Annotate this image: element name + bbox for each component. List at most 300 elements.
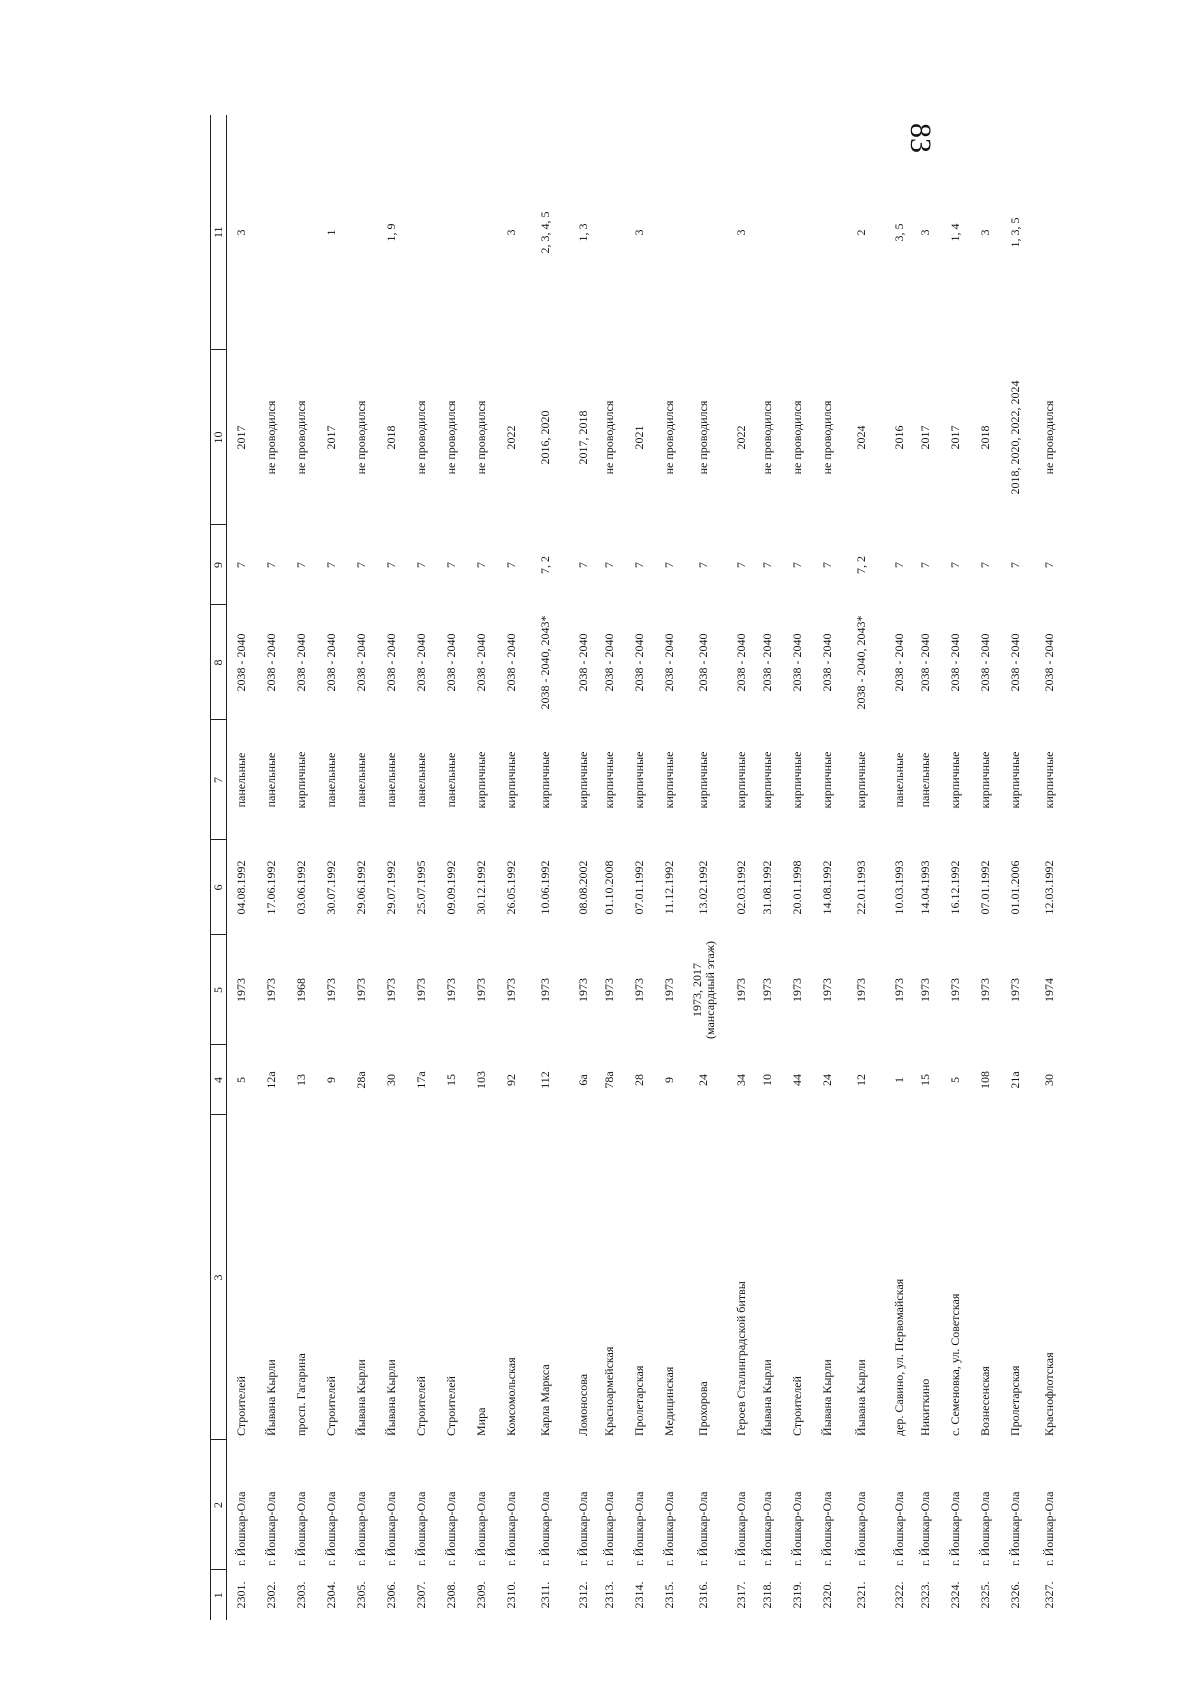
cell-col-3: Йывана Кырли — [264, 1359, 278, 1436]
cell-col-7: панельные — [891, 752, 906, 808]
cell-col-10: не проводился — [264, 400, 278, 475]
table-row — [685, 115, 723, 1620]
cell-col-2: г. Йошкар-Ола — [294, 1491, 308, 1566]
cell-col-7: кирпичные — [575, 751, 590, 809]
cell-col-6: 03.06.1992 — [294, 860, 308, 915]
cell-col-6: 14.04.1993 — [918, 860, 932, 915]
cell-col-3: Пролетарская — [1008, 1365, 1022, 1436]
cell-col-3: Строителей — [414, 1376, 428, 1436]
cell-col-1: 2323. — [918, 1581, 932, 1609]
cell-col-9: 7, 2 — [538, 556, 552, 574]
table-row — [317, 115, 347, 1620]
column-header-11: 11 — [211, 115, 227, 350]
table-row — [227, 115, 257, 1620]
cell-col-11: 3 — [504, 229, 518, 236]
table-row — [595, 115, 625, 1620]
cell-col-11: 3 — [918, 229, 932, 236]
cell-col-11 — [467, 115, 497, 350]
cell-col-11 — [287, 115, 317, 350]
cell-col-9: 7 — [978, 562, 992, 568]
cell-col-1: 2325. — [978, 1581, 992, 1609]
cell-col-10: 2017 — [324, 425, 338, 450]
cell-col-8: 2038 - 2040 — [444, 633, 458, 692]
table-row — [287, 115, 317, 1620]
table-row — [655, 115, 685, 1620]
cell-col-5: 1973 — [854, 978, 868, 1002]
cell-col-2: г. Йошкар-Ола — [1008, 1491, 1022, 1566]
cell-col-5: 1973 — [575, 978, 590, 1002]
cell-col-2: г. Йошкар-Ола — [504, 1491, 518, 1566]
cell-col-10: 2017 — [234, 425, 249, 450]
cell-col-3: Мира — [474, 1407, 488, 1436]
cell-col-9: 7 — [918, 562, 932, 568]
cell-col-9: 7 — [696, 562, 710, 568]
cell-col-4: 28 — [632, 1074, 646, 1086]
cell-col-2: г. Йошкар-Ола — [324, 1491, 338, 1566]
cell-col-5: 1973 — [538, 978, 552, 1002]
cell-col-6: 22.01.1993 — [854, 860, 868, 915]
cell-col-6: 20.01.1998 — [790, 860, 804, 915]
cell-col-4: 30 — [1041, 1074, 1056, 1086]
cell-col-10: 2021 — [632, 425, 646, 450]
cell-col-5: 1974 — [1041, 978, 1056, 1002]
cell-col-3: Медицинская — [662, 1366, 676, 1436]
cell-col-9: 7 — [354, 562, 368, 568]
cell-col-3: Никиткино — [918, 1378, 932, 1436]
cell-col-7: панельные — [384, 752, 398, 808]
cell-col-8: 2038 - 2040 — [414, 633, 428, 692]
cell-col-5: 1973 — [733, 978, 748, 1002]
cell-col-8: 2038 - 2040 — [264, 633, 278, 692]
cell-col-11 — [753, 115, 783, 350]
cell-col-9: 7 — [948, 562, 962, 568]
cell-col-2: г. Йошкар-Ола — [978, 1491, 992, 1566]
cell-col-4: 92 — [504, 1074, 518, 1086]
cell-col-10: не проводился — [414, 400, 428, 475]
cell-col-11: 1, 4 — [948, 223, 962, 242]
cell-col-1: 2317. — [733, 1581, 748, 1609]
cell-col-10: 2016 — [891, 425, 906, 450]
cell-col-10: не проводился — [354, 400, 368, 475]
cell-col-2: г. Йошкар-Ола — [602, 1491, 616, 1566]
cell-col-5: 1973 — [790, 978, 804, 1002]
cell-col-11 — [783, 115, 813, 350]
cell-col-5: 1973 — [948, 978, 962, 1002]
cell-col-8: 2038 - 2040 — [1041, 633, 1056, 692]
cell-col-5: 1973 — [504, 978, 518, 1002]
table-row — [625, 115, 655, 1620]
cell-col-3: Прохорова — [696, 1381, 710, 1436]
cell-col-7: панельные — [354, 752, 368, 808]
cell-col-4: 13 — [294, 1074, 308, 1086]
cell-col-9: 7, 2 — [854, 556, 868, 574]
cell-col-11 — [685, 115, 723, 350]
cell-col-9: 7 — [760, 562, 774, 568]
cell-col-11 — [595, 115, 625, 350]
cell-col-4: 24 — [696, 1074, 710, 1086]
cell-col-6: 17.06.1992 — [264, 860, 278, 915]
housing-table — [210, 115, 1061, 1620]
cell-col-3: Комсомольская — [504, 1357, 518, 1436]
cell-col-1: 2326. — [1008, 1581, 1022, 1609]
cell-col-8: 2038 - 2040 — [384, 633, 398, 692]
table-row — [783, 115, 813, 1620]
cell-col-2: г. Йошкар-Ола — [760, 1491, 774, 1566]
cell-col-10: не проводился — [602, 400, 616, 475]
cell-col-2: г. Йошкар-Ола — [575, 1491, 590, 1566]
table-row — [971, 115, 1001, 1620]
cell-col-6: 02.03.1992 — [733, 860, 748, 915]
cell-col-2: г. Йошкар-Ола — [234, 1491, 249, 1566]
cell-col-8: 2038 - 2040, 2043* — [854, 615, 868, 710]
cell-col-9: 7 — [891, 562, 906, 568]
cell-col-9: 7 — [790, 562, 804, 568]
cell-col-9: 7 — [294, 562, 308, 568]
cell-col-4: 112 — [538, 1071, 552, 1089]
cell-col-7: кирпичные — [696, 751, 710, 809]
cell-col-9: 7 — [632, 562, 646, 568]
cell-col-10: 2018, 2020, 2022, 2024 — [1008, 380, 1022, 495]
cell-col-10: 2022 — [504, 425, 518, 450]
cell-col-2: г. Йошкар-Ола — [264, 1491, 278, 1566]
cell-col-11 — [437, 115, 467, 350]
cell-col-6: 09.09.1992 — [444, 860, 458, 915]
cell-col-3: Краснофлотская — [1041, 1352, 1056, 1436]
cell-col-11 — [655, 115, 685, 350]
table-row — [497, 115, 527, 1620]
cell-col-7: кирпичные — [854, 751, 868, 809]
cell-col-8: 2038 - 2040 — [696, 633, 710, 692]
cell-col-6: 04.08.1992 — [234, 860, 249, 915]
cell-col-1: 2312. — [575, 1581, 590, 1609]
cell-col-5: 1973 — [354, 978, 368, 1002]
cell-col-3: просп. Гагарина — [294, 1353, 308, 1436]
cell-col-1: 2302. — [264, 1581, 278, 1609]
cell-col-6: 01.01.2006 — [1008, 860, 1022, 915]
cell-col-1: 2307. — [414, 1581, 428, 1609]
cell-col-8: 2038 - 2040 — [662, 633, 676, 692]
cell-col-11: 1 — [324, 229, 338, 236]
cell-col-1: 2316. — [696, 1581, 710, 1609]
cell-col-10: 2024 — [854, 425, 868, 450]
column-header-3: 3 — [211, 1115, 227, 1440]
cell-col-11 — [407, 115, 437, 350]
column-header-5: 5 — [211, 935, 227, 1045]
cell-col-1: 2310. — [504, 1581, 518, 1609]
cell-col-4: 24 — [820, 1074, 834, 1086]
cell-col-2: г. Йошкар-Ола — [820, 1491, 834, 1566]
cell-col-3: Красноармейская — [602, 1346, 616, 1436]
cell-col-3: Ломоносова — [575, 1373, 590, 1436]
cell-col-7: кирпичные — [294, 751, 308, 809]
cell-col-11 — [257, 115, 287, 350]
cell-col-5: 1973 — [1008, 978, 1022, 1002]
table-row — [257, 115, 287, 1620]
cell-col-1: 2311. — [538, 1581, 552, 1609]
table-row — [723, 115, 753, 1620]
cell-col-4: 34 — [733, 1074, 748, 1086]
cell-col-11 — [813, 115, 843, 350]
cell-col-4: 108 — [978, 1071, 992, 1089]
cell-col-7: панельные — [414, 752, 428, 808]
cell-col-7: панельные — [444, 752, 458, 808]
cell-col-3: Йывана Кырли — [384, 1359, 398, 1436]
table-row — [1031, 115, 1061, 1620]
cell-col-5: 1973 — [760, 978, 774, 1002]
cell-col-8: 2038 - 2040 — [1008, 633, 1022, 692]
cell-col-4: 21а — [1008, 1071, 1022, 1089]
cell-col-9: 7 — [264, 562, 278, 568]
cell-col-10: не проводился — [474, 400, 488, 475]
column-number-header — [211, 115, 227, 1620]
cell-col-2: г. Йошкар-Ола — [474, 1491, 488, 1566]
cell-col-10: 2017, 2018 — [575, 410, 590, 465]
table-row — [1001, 115, 1031, 1620]
cell-col-10: не проводился — [696, 400, 710, 475]
cell-col-2: г. Йошкар-Ола — [891, 1491, 906, 1566]
cell-col-5: 1973 — [978, 978, 992, 1002]
cell-col-5: 1973 — [891, 978, 906, 1002]
table-row — [565, 115, 595, 1620]
table-row — [911, 115, 941, 1620]
cell-col-4: 9 — [324, 1077, 338, 1083]
cell-col-5: 1973 — [662, 978, 676, 1002]
cell-col-2: г. Йошкар-Ола — [414, 1491, 428, 1566]
cell-col-11: 3 — [978, 229, 992, 236]
cell-col-5: 1973 — [632, 978, 646, 1002]
cell-col-5: 1973 — [820, 978, 834, 1002]
cell-col-7: кирпичные — [820, 751, 834, 809]
cell-col-4: 12 — [854, 1074, 868, 1086]
cell-col-10: 2017 — [918, 425, 932, 450]
cell-col-7: кирпичные — [632, 751, 646, 809]
cell-col-7: панельные — [234, 752, 249, 808]
cell-col-3: Строителей — [234, 1376, 249, 1436]
cell-col-9: 7 — [575, 562, 590, 568]
table-row — [437, 115, 467, 1620]
cell-col-10: не проводился — [662, 400, 676, 475]
cell-col-6: 01.10.2008 — [602, 860, 616, 915]
cell-col-9: 7 — [662, 562, 676, 568]
cell-col-3: Строителей — [444, 1376, 458, 1436]
cell-col-9: 7 — [324, 562, 338, 568]
cell-col-9: 7 — [820, 562, 834, 568]
table-row — [347, 115, 377, 1620]
cell-col-8: 2038 - 2040 — [632, 633, 646, 692]
cell-col-6: 12.03.1992 — [1041, 860, 1056, 915]
cell-col-8: 2038 - 2040 — [354, 633, 368, 692]
cell-col-1: 2314. — [632, 1581, 646, 1609]
cell-col-5: 1973 — [918, 978, 932, 1002]
cell-col-6: 07.01.1992 — [632, 860, 646, 915]
cell-col-1: 2303. — [294, 1581, 308, 1609]
cell-col-8: 2038 - 2040 — [820, 633, 834, 692]
cell-col-11: 3, 5 — [891, 223, 906, 242]
cell-col-11: 3 — [733, 229, 748, 236]
table-body — [227, 115, 1061, 1620]
cell-col-6: 16.12.1992 — [948, 860, 962, 915]
cell-col-9: 7 — [504, 562, 518, 568]
cell-col-4: 15 — [444, 1074, 458, 1086]
cell-col-9: 7 — [733, 562, 748, 568]
cell-col-7: кирпичные — [733, 751, 748, 809]
cell-col-5: 1973 — [264, 978, 278, 1002]
cell-col-9: 7 — [474, 562, 488, 568]
cell-col-6: 26.05.1992 — [504, 860, 518, 915]
cell-col-2: г. Йошкар-Ола — [354, 1491, 368, 1566]
cell-col-8: 2038 - 2040 — [294, 633, 308, 692]
cell-col-1: 2320. — [820, 1581, 834, 1609]
cell-col-11: 3 — [632, 229, 646, 236]
cell-col-7: панельные — [324, 752, 338, 808]
cell-col-11: 1, 3 — [575, 223, 590, 242]
cell-col-6: 29.07.1992 — [384, 860, 398, 915]
cell-col-11: 1, 3, 5 — [1008, 217, 1022, 248]
cell-col-1: 2322. — [891, 1581, 906, 1609]
cell-col-8: 2038 - 2040 — [978, 633, 992, 692]
cell-col-2: г. Йошкар-Ола — [632, 1491, 646, 1566]
cell-col-4: 9 — [662, 1077, 676, 1083]
table-row — [941, 115, 971, 1620]
cell-col-8: 2038 - 2040 — [790, 633, 804, 692]
cell-col-1: 2321. — [854, 1581, 868, 1609]
cell-col-2: г. Йошкар-Ола — [444, 1491, 458, 1566]
cell-col-10: 2022 — [733, 425, 748, 450]
cell-col-3: Йывана Кырли — [760, 1359, 774, 1436]
cell-col-5: 1973 — [474, 978, 488, 1002]
cell-col-7: кирпичные — [948, 751, 962, 809]
cell-col-10: 2018 — [978, 425, 992, 450]
cell-col-5: 1973 — [384, 978, 398, 1002]
cell-col-6: 29.06.1992 — [354, 860, 368, 915]
cell-col-5: 1973, 2017 (мансардный этаж) — [689, 940, 717, 1040]
cell-col-1: 2301. — [234, 1581, 249, 1609]
cell-col-5: 1973 — [324, 978, 338, 1002]
cell-col-6: 30.12.1992 — [474, 860, 488, 915]
cell-col-6: 14.08.1992 — [820, 860, 834, 915]
cell-col-6: 07.01.1992 — [978, 860, 992, 915]
cell-col-4: 6а — [575, 1074, 590, 1086]
cell-col-3: с. Семеновка, ул. Советская — [948, 1293, 962, 1436]
cell-col-5: 1973 — [414, 978, 428, 1002]
cell-col-6: 10.03.1993 — [891, 860, 906, 915]
cell-col-3: Строителей — [324, 1376, 338, 1436]
column-header-2: 2 — [211, 1440, 227, 1570]
cell-col-1: 2306. — [384, 1581, 398, 1609]
cell-col-1: 2304. — [324, 1581, 338, 1609]
cell-col-4: 17а — [414, 1071, 428, 1089]
cell-col-8: 2038 - 2040 — [474, 633, 488, 692]
cell-col-4: 44 — [790, 1074, 804, 1086]
table-row — [881, 115, 911, 1620]
rotated-table-container — [210, 115, 1200, 1620]
cell-col-10: не проводился — [790, 400, 804, 475]
cell-col-5: 1973 — [444, 978, 458, 1002]
cell-col-6: 31.08.1992 — [760, 860, 774, 915]
cell-col-7: кирпичные — [790, 751, 804, 809]
cell-col-3: Вознесенская — [978, 1366, 992, 1436]
cell-col-10: 2017 — [948, 425, 962, 450]
cell-col-7: кирпичные — [474, 751, 488, 809]
column-header-7: 7 — [211, 720, 227, 840]
cell-col-4: 78а — [602, 1071, 616, 1089]
cell-col-7: кирпичные — [1041, 751, 1056, 809]
cell-col-7: кирпичные — [538, 751, 552, 809]
cell-col-10: не проводился — [444, 400, 458, 475]
cell-col-1: 2327. — [1041, 1581, 1056, 1609]
cell-col-8: 2038 - 2040 — [733, 633, 748, 692]
cell-col-5: 1973 — [602, 978, 616, 1002]
cell-col-2: г. Йошкар-Ола — [696, 1491, 710, 1566]
table-row — [467, 115, 497, 1620]
cell-col-3: Йывана Кырли — [354, 1359, 368, 1436]
cell-col-10: не проводился — [1041, 400, 1056, 475]
cell-col-1: 2309. — [474, 1581, 488, 1609]
cell-col-8: 2038 - 2040 — [760, 633, 774, 692]
cell-col-6: 08.08.2002 — [575, 860, 590, 915]
cell-col-3: Строителей — [790, 1376, 804, 1436]
cell-col-1: 2313. — [602, 1581, 616, 1609]
table-row — [407, 115, 437, 1620]
cell-col-2: г. Йошкар-Ола — [948, 1491, 962, 1566]
cell-col-5: 1968 — [294, 978, 308, 1002]
column-header-9: 9 — [211, 525, 227, 605]
cell-col-10: 2016, 2020 — [538, 410, 552, 465]
cell-col-1: 2308. — [444, 1581, 458, 1609]
column-header-4: 4 — [211, 1045, 227, 1115]
cell-col-3: Героев Сталинградской битвы — [733, 1281, 748, 1436]
table-row — [843, 115, 881, 1620]
table-row — [377, 115, 407, 1620]
table-row — [527, 115, 565, 1620]
cell-col-4: 10 — [760, 1074, 774, 1086]
cell-col-2: г. Йошкар-Ола — [733, 1491, 748, 1566]
cell-col-4: 12а — [264, 1071, 278, 1089]
cell-col-10: не проводился — [820, 400, 834, 475]
cell-col-3: Пролетарская — [632, 1365, 646, 1436]
cell-col-2: г. Йошкар-Ола — [854, 1491, 868, 1566]
cell-col-9: 7 — [414, 562, 428, 568]
cell-col-1: 2315. — [662, 1581, 676, 1609]
cell-col-11: 2 — [854, 229, 868, 236]
cell-col-2: г. Йошкар-Ола — [662, 1491, 676, 1566]
cell-col-3: дер. Савино, ул. Первомайская — [891, 1278, 906, 1436]
column-header-10: 10 — [211, 350, 227, 525]
cell-col-10: не проводился — [294, 400, 308, 475]
cell-col-8: 2038 - 2040 — [891, 633, 906, 692]
cell-col-11: 3 — [234, 229, 249, 236]
cell-col-4: 5 — [948, 1077, 962, 1083]
cell-col-3: Йывана Кырли — [820, 1359, 834, 1436]
cell-col-2: г. Йошкар-Ола — [384, 1491, 398, 1566]
cell-col-7: кирпичные — [1008, 751, 1022, 809]
cell-col-10: не проводился — [760, 400, 774, 475]
cell-col-7: кирпичные — [978, 751, 992, 809]
cell-col-7: кирпичные — [504, 751, 518, 809]
cell-col-6: 25.07.1995 — [414, 860, 428, 915]
table-row — [813, 115, 843, 1620]
cell-col-9: 7 — [1041, 562, 1056, 568]
cell-col-9: 7 — [602, 562, 616, 568]
cell-col-11 — [347, 115, 377, 350]
cell-col-6: 10.06.1992 — [538, 860, 552, 915]
cell-col-4: 30 — [384, 1074, 398, 1086]
cell-col-6: 11.12.1992 — [662, 860, 676, 915]
column-header-6: 6 — [211, 840, 227, 935]
cell-col-3: Карла Маркса — [538, 1364, 552, 1436]
cell-col-1: 2319. — [790, 1581, 804, 1609]
cell-col-8: 2038 - 2040 — [575, 633, 590, 692]
